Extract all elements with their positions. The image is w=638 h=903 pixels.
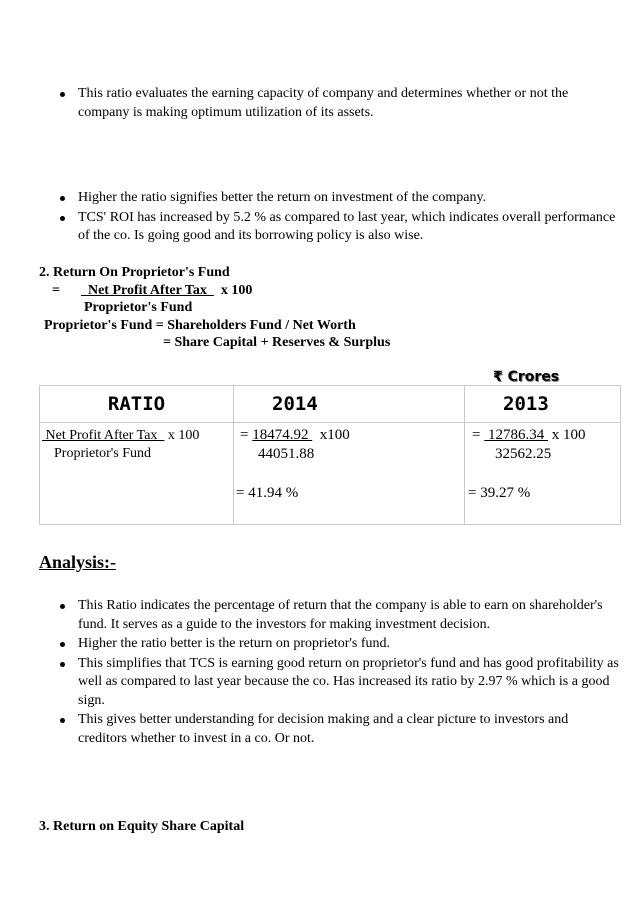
value-2013-result: = 39.27 % (468, 485, 531, 501)
list-item (60, 597, 620, 634)
bullet-icon (60, 604, 65, 609)
value-2014-denominator: 44051.88 (258, 446, 315, 462)
list-item (60, 655, 620, 711)
bullet-text: This ratio evaluates the earning capacity of company and determines whether or not the company is making optimum utilization of its assets. (78, 86, 569, 120)
value-2014-equals: = (240, 427, 253, 443)
definition-line-2: = Share Capital + Reserves & Surplus (163, 335, 391, 350)
value-2013-multiplier: x 100 (547, 427, 586, 443)
value-2013-equals: = (472, 427, 485, 443)
definition-line-1: Proprietor's Fund = Shareholders Fund / Net Worth (44, 318, 356, 333)
currency-unit-label: ₹ Crores (493, 369, 560, 385)
section-2-heading: 2. Return On Proprietor's Fund (39, 265, 230, 280)
list-item (60, 85, 620, 122)
intro-bullet-list-1 (60, 85, 620, 123)
list-item (60, 635, 620, 654)
ratio-numerator: Net Profit After Tax (42, 428, 165, 443)
bullet-text: Higher the ratio signifies better the return on investment of the company. (78, 190, 487, 205)
value-2014-numerator: 18474.92 (252, 427, 313, 443)
section-3-heading: 3. Return on Equity Share Capital (39, 819, 245, 834)
bullet-icon (60, 196, 65, 201)
bullet-icon (60, 642, 65, 647)
list-item (60, 209, 620, 246)
list-item (60, 711, 620, 748)
cell-2013 (465, 423, 621, 525)
header-2013: 2013 (465, 386, 621, 423)
value-2013-line (472, 426, 585, 445)
cell-2014 (234, 423, 465, 525)
bullet-text: This gives better understanding for decision making and a clear picture to investors and creditors whether to invest in a co. Or not. (78, 712, 569, 746)
header-2014: 2014 (234, 386, 465, 423)
table-header-row (40, 386, 621, 423)
header-ratio: RATIO (40, 386, 234, 423)
list-item (60, 189, 620, 208)
formula-multiplier: x 100 (217, 283, 253, 298)
bullet-text: This Ratio indicates the percentage of return that the company is able to earn on shareholder's fund. It serves as a guide to the investors for making investment decision. (78, 598, 603, 632)
formula-denominator: Proprietor's Fund (84, 300, 193, 315)
ratio-multiplier: x 100 (164, 428, 200, 443)
value-2014-line (240, 426, 350, 445)
bullet-icon (60, 718, 65, 723)
bullet-text: Higher the ratio better is the return on proprietor's fund. (78, 636, 390, 651)
ratio-table (39, 385, 621, 525)
formula-equals: = (52, 283, 60, 298)
value-2013-numerator: 12786.34 (484, 427, 548, 443)
value-2013-denominator: 32562.25 (495, 446, 552, 462)
value-2014-result: = 41.94 % (236, 485, 299, 501)
value-2014-multiplier: x100 (312, 427, 350, 443)
ratio-formula-line (42, 426, 199, 445)
bullet-icon (60, 662, 65, 667)
cell-ratio-formula (40, 423, 234, 525)
bullet-icon (60, 216, 65, 221)
ratio-denominator: Proprietor's Fund (54, 446, 152, 461)
bullet-icon (60, 92, 65, 97)
bullet-text: This simplifies that TCS is earning good return on proprietor's fund and has good profitability as well as compared to last year because the co. Has increased its ratio by 2.97 % which is a good sign. (78, 655, 619, 708)
analysis-bullet-list (60, 597, 620, 749)
bullet-text: TCS' ROI has increased by 5.2 % as compared to last year, which indicates overall performance of the co. Is going good and its borrowing policy is also wise. (78, 209, 616, 243)
analysis-heading: Analysis:- (39, 552, 117, 572)
intro-bullet-list-2 (60, 189, 620, 247)
formula-numerator: Net Profit After Tax (80, 283, 214, 298)
table-row (40, 423, 621, 525)
